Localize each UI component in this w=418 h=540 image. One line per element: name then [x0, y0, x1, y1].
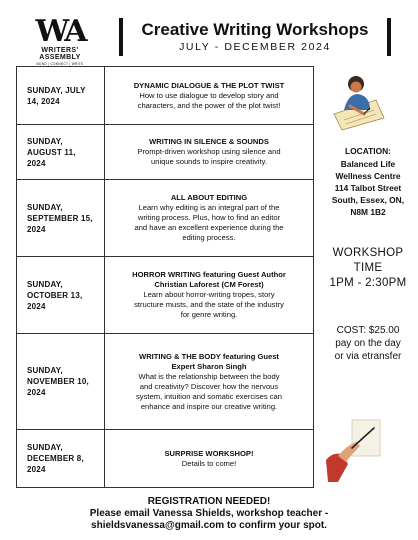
workshop-date	[17, 180, 105, 256]
workshop-title: SURPRISE WORKSHOP!	[164, 448, 254, 458]
date-line: SEPTEMBER 15,	[27, 213, 93, 223]
date-line: DECEMBER 8,	[27, 454, 84, 463]
workshop-text: Learn about horror-writing tropes, story	[143, 290, 275, 299]
workshop-description	[105, 67, 313, 124]
workshop-text: unique sounds to inspire creativity.	[151, 157, 267, 166]
workshop-text: structure musts, and the state of the industry	[134, 300, 284, 309]
workshop-row	[17, 67, 313, 125]
time-line: TIME	[353, 262, 383, 274]
workshop-date	[17, 430, 105, 487]
logo-mark: WA	[35, 14, 85, 49]
address-line: 114 Talbot Street	[334, 183, 402, 193]
hand-with-pen-illustration	[322, 416, 382, 482]
person-writing-illustration	[330, 70, 386, 132]
logo-tagline: BOND | CONNECT | WRITE	[36, 62, 84, 66]
workshop-text: Details to come!	[181, 458, 237, 468]
workshop-description	[105, 125, 313, 179]
workshop-title: Expert Sharon Singh	[171, 361, 247, 371]
workshop-text: editing process.	[182, 233, 236, 242]
date-line: SUNDAY,	[27, 279, 63, 289]
workshop-description	[105, 257, 313, 333]
registration-footer	[0, 496, 418, 532]
workshop-text: Learn why editing is an integral part of the	[138, 203, 280, 212]
address-line: Balanced Life	[340, 159, 396, 169]
time-line: 1PM - 2:30PM	[329, 277, 407, 289]
date-line: SUNDAY,	[27, 443, 63, 452]
date-line: 2024	[27, 465, 46, 474]
footer-line: Please email Vanessa Shields, workshop teacher -	[89, 508, 329, 519]
workshop-text: How to use dialogue to develop story and	[139, 90, 279, 100]
date-line: SUNDAY,	[27, 136, 63, 146]
workshop-time	[318, 246, 418, 291]
logo-name: WRITERS' ASSEMBLY	[39, 47, 81, 61]
workshop-title: HORROR WRITING featuring Guest Author	[132, 270, 286, 279]
address-line: Wellness Centre	[335, 171, 401, 181]
time-line: WORKSHOP	[332, 247, 404, 259]
footer-email-line: shieldsvanessa@gmail.com to confirm your spot.	[91, 520, 327, 531]
workshop-row	[17, 257, 313, 334]
date-line: SUNDAY,	[27, 202, 63, 212]
date-line: 14, 2024	[27, 96, 60, 106]
footer-heading: REGISTRATION NEEDED!	[147, 496, 271, 507]
location-label: LOCATION:	[345, 146, 391, 156]
address-line: South, Essex, ON,	[331, 195, 405, 205]
workshop-title: Christian Laforest (CM Forest)	[154, 280, 264, 289]
date-line: 2024	[27, 158, 46, 168]
workshop-text: system, intuition and somatic exercises can	[135, 391, 283, 401]
workshop-text: characters, and the power of the plot twist!	[137, 100, 281, 110]
workshop-title: DYNAMIC DIALOGUE & THE PLOT TWIST	[133, 80, 285, 90]
workshop-date	[17, 125, 105, 179]
cost-line: COST: $25.00	[336, 325, 400, 336]
date-line: AUGUST 11,	[27, 147, 76, 157]
workshop-title: WRITING & THE BODY featuring Guest	[139, 351, 279, 361]
date-line: NOVEMBER 10,	[27, 377, 89, 386]
workshop-text: writing process. Plus, how to find an editor	[137, 213, 281, 222]
title-box	[119, 18, 391, 56]
workshop-text: for genre writing.	[180, 310, 238, 319]
workshop-date	[17, 67, 105, 124]
date-line: 2024	[27, 301, 46, 311]
date-line: SUNDAY, JULY	[27, 85, 86, 95]
workshop-text: and have an excellent experience during the	[134, 223, 284, 232]
cost-line: pay on the day	[335, 338, 401, 349]
workshop-title: ALL ABOUT EDITING	[170, 193, 248, 202]
workshop-row	[17, 430, 313, 487]
workshop-row	[17, 334, 313, 430]
workshop-date	[17, 257, 105, 333]
writers-assembly-logo	[26, 14, 94, 66]
page-title: Creative Writing Workshops	[141, 20, 369, 39]
page-subtitle: JULY - DECEMBER 2024	[179, 41, 331, 53]
workshop-text: and creativity? Discover how the nervous	[139, 381, 279, 391]
cost-line: or via etransfer	[334, 351, 402, 362]
location-address	[318, 158, 418, 218]
date-line: OCTOBER 13,	[27, 290, 83, 300]
workshop-row	[17, 180, 313, 257]
date-line: 2024	[27, 388, 46, 397]
workshop-text: enhance and inspire our creative writing.	[140, 401, 278, 411]
workshop-description	[105, 180, 313, 256]
workshop-date	[17, 334, 105, 429]
address-line: N8M 1B2	[350, 207, 386, 217]
workshop-description	[105, 430, 313, 487]
workshop-text: Prompt-driven workshop using silence and	[137, 147, 281, 156]
workshop-text: What is the relationship between the body	[138, 371, 280, 381]
date-line: 2024	[27, 224, 46, 234]
workshop-cost	[318, 324, 418, 363]
workshop-description	[105, 334, 313, 429]
date-line: SUNDAY,	[27, 366, 63, 375]
workshop-title: WRITING IN SILENCE & SOUNDS	[149, 137, 269, 146]
workshop-row	[17, 125, 313, 180]
workshop-schedule-table	[16, 66, 314, 488]
